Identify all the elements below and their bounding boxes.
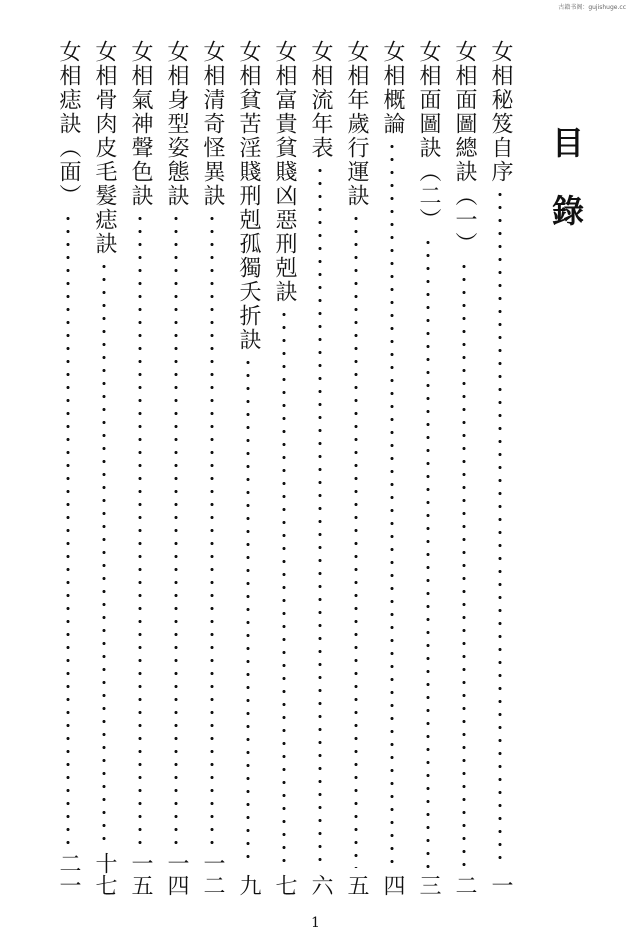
dot-leader — [318, 164, 322, 868]
toc-entry-title: 女相秘笈自序 — [488, 40, 513, 184]
toc-entry[interactable] — [451, 40, 477, 896]
dot-leader — [210, 212, 214, 846]
dot-leader — [246, 356, 250, 868]
toc-entry[interactable] — [379, 40, 405, 896]
toc-entry[interactable] — [55, 40, 81, 896]
toc-entry[interactable] — [343, 40, 369, 896]
toc-entry-page: 七 — [272, 874, 297, 896]
dot-leader — [390, 140, 394, 868]
toc-entry-page: 一二 — [200, 852, 225, 896]
toc-entry[interactable] — [415, 40, 441, 896]
toc-entry-page: 六 — [308, 874, 333, 896]
toc-entry-page: 一四 — [164, 852, 189, 896]
dot-leader — [498, 188, 502, 868]
toc-entry-title: 女相氣神聲色訣 — [128, 40, 153, 208]
toc-entry-page: 四 — [380, 874, 405, 896]
dot-leader — [66, 212, 70, 846]
toc-entry[interactable] — [235, 40, 261, 896]
watermark-text: 古籍书阁：gujishuge.cc — [558, 4, 626, 11]
toc-entry-page: 三 — [416, 874, 441, 896]
toc-entry[interactable] — [91, 40, 117, 896]
toc-entry[interactable] — [199, 40, 225, 896]
toc-entry-page: 十七 — [92, 852, 117, 896]
toc-entry-title: 女相富貴貧賤凶惡刑剋訣 — [272, 40, 297, 304]
toc-entry-title: 女相清奇怪異訣 — [200, 40, 225, 208]
toc-entry-page: 一五 — [128, 852, 153, 896]
toc-entry-page: 一 — [488, 874, 513, 896]
toc-entry[interactable] — [163, 40, 189, 896]
dot-leader — [138, 212, 142, 846]
toc-entry-title: 女相貧苦淫賤刑剋孤獨夭折訣 — [236, 40, 261, 352]
toc-entry-page: 五 — [344, 874, 369, 896]
toc-entry[interactable] — [487, 40, 513, 896]
dot-leader — [462, 260, 466, 868]
toc-entry-title: 女相痣訣（面） — [56, 40, 81, 208]
toc-entry-title: 女相骨肉皮毛髮痣訣 — [92, 40, 117, 256]
toc-entry[interactable] — [307, 40, 333, 896]
toc-entry-page: 九 — [236, 874, 261, 896]
dot-leader — [102, 260, 106, 846]
toc-entry[interactable] — [271, 40, 297, 896]
toc-entry-title: 女相面圖訣（二） — [416, 40, 441, 232]
toc-entry-page: 二 — [452, 874, 477, 896]
toc-entry-title: 女相概論 — [380, 40, 405, 136]
toc-entry-title: 女相面圖總訣（一） — [452, 40, 477, 256]
toc-entry-page: 二一 — [56, 852, 81, 896]
dot-leader — [174, 212, 178, 846]
dot-leader — [354, 212, 358, 868]
contents-heading: 目錄 — [547, 126, 585, 262]
toc-entry[interactable] — [127, 40, 153, 896]
dot-leader — [426, 236, 430, 868]
dot-leader — [282, 308, 286, 868]
toc-entry-title: 女相流年表 — [308, 40, 333, 160]
page-number: 1 — [311, 915, 320, 931]
toc-entry-title: 女相身型姿態訣 — [164, 40, 189, 208]
toc-entry-title: 女相年歲行運訣 — [344, 40, 369, 208]
